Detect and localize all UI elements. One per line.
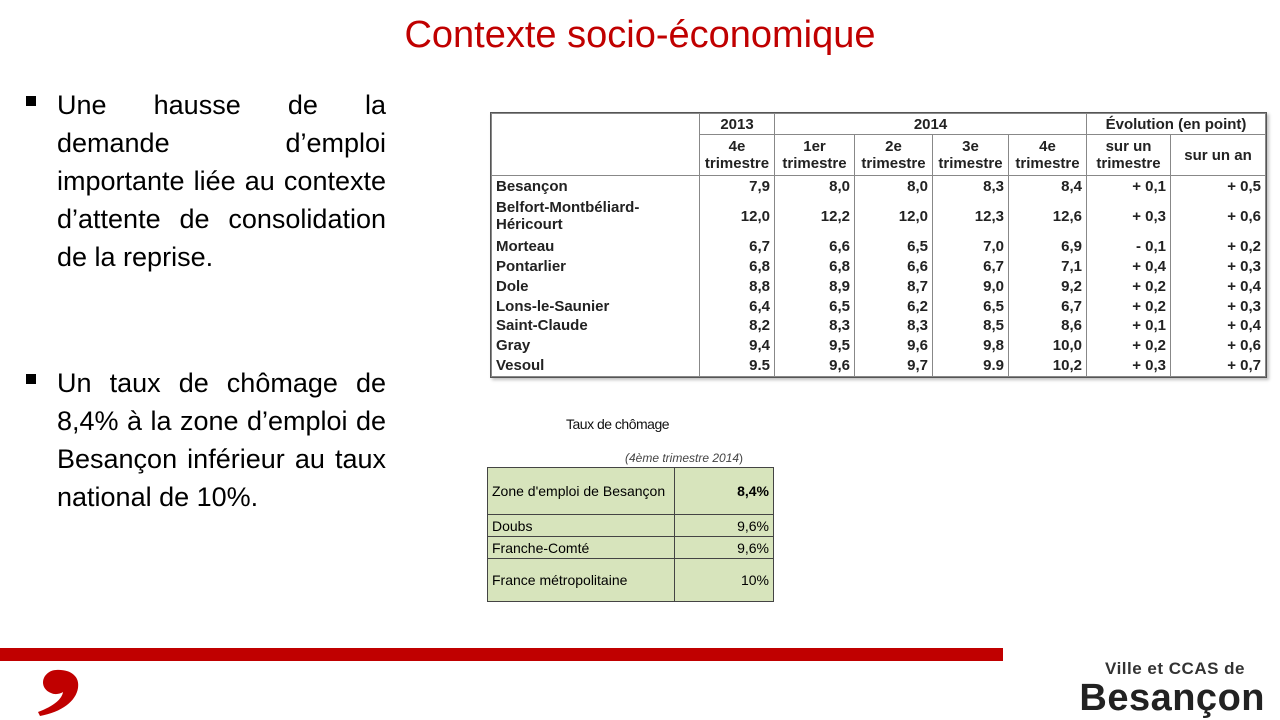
header-2013: 2013: [700, 114, 775, 135]
row-label: Zone d'emploi de Besançon: [488, 468, 675, 515]
row-name: Belfort-Montbéliard-Héricourt: [492, 196, 700, 236]
column-header: 4e trimestre: [1009, 135, 1087, 176]
table-cell: 6,5: [933, 296, 1009, 316]
bullet-item: [26, 86, 386, 276]
table-corner-cell: [492, 114, 700, 176]
table-cell: 6,9: [1009, 236, 1087, 256]
table-cell: 8,3: [855, 316, 933, 336]
table-cell: 9,2: [1009, 276, 1087, 296]
unemployment-table: [491, 113, 1266, 377]
small-table-subtitle-text: (4ème trimestre 2014: [625, 451, 740, 465]
column-header: 4e trimestre: [700, 135, 775, 176]
header-evolution: Évolution (en point): [1087, 114, 1266, 135]
table-cell: 6,7: [933, 256, 1009, 276]
row-name: Vesoul: [492, 356, 700, 377]
bullet-list: [26, 86, 386, 516]
row-value: 8,4%: [675, 468, 774, 515]
column-header: sur un an: [1171, 135, 1266, 176]
table-cell: 6,6: [775, 236, 855, 256]
small-table-title: Taux de chômage: [566, 416, 670, 432]
bullet-text: Une hausse de la demande d’emploi importante liée au contexte d’attente de consolidation de la reprise.: [57, 90, 386, 272]
table-row: [488, 515, 774, 537]
table-cell: 10,0: [1009, 336, 1087, 356]
table-row: [492, 276, 1266, 296]
table-cell: 10,2: [1009, 356, 1087, 377]
table-cell: 7,9: [700, 176, 775, 197]
table-cell: 6,5: [775, 296, 855, 316]
row-name: Saint-Claude: [492, 316, 700, 336]
column-header: 3e trimestre: [933, 135, 1009, 176]
header-2014: 2014: [775, 114, 1087, 135]
table-cell: 12,6: [1009, 196, 1087, 236]
table-row: [492, 316, 1266, 336]
table-cell: + 0,2: [1087, 276, 1171, 296]
row-label: Doubs: [488, 515, 675, 537]
table-cell: 6,4: [700, 296, 775, 316]
table-row: [492, 176, 1266, 197]
brand-line1: Ville et CCAS de: [1105, 659, 1245, 678]
bullet-item: [26, 364, 386, 516]
row-label: France métropolitaine: [488, 559, 675, 602]
table-cell: 8,9: [775, 276, 855, 296]
table-row: [488, 537, 774, 559]
table-cell: 12,0: [700, 196, 775, 236]
unemployment-table-image: [490, 112, 1267, 378]
column-header: 1er trimestre: [775, 135, 855, 176]
row-label: Franche-Comté: [488, 537, 675, 559]
row-name: Gray: [492, 336, 700, 356]
row-value: 9,6%: [675, 537, 774, 559]
table-cell: + 0,5: [1171, 176, 1266, 197]
square-bullet-icon: [26, 374, 36, 384]
table-cell: + 0,6: [1171, 196, 1266, 236]
table-row: [492, 336, 1266, 356]
square-bullet-icon: [26, 96, 36, 106]
table-cell: 9,6: [775, 356, 855, 377]
table-cell: + 0,3: [1171, 256, 1266, 276]
table-row: [492, 256, 1266, 276]
table-cell: 9,6: [855, 336, 933, 356]
table-cell: 9,0: [933, 276, 1009, 296]
table-row: [492, 296, 1266, 316]
table-row: [492, 236, 1266, 256]
row-name: Dole: [492, 276, 700, 296]
table-cell: 8,0: [855, 176, 933, 197]
table-cell: 8,8: [700, 276, 775, 296]
table-cell: 8,4: [1009, 176, 1087, 197]
table-cell: 9,5: [775, 336, 855, 356]
table-cell: 7,0: [933, 236, 1009, 256]
table-cell: - 0,1: [1087, 236, 1171, 256]
table-cell: 6,7: [1009, 296, 1087, 316]
bullet-text: Un taux de chômage de 8,4% à la zone d’emploi de Besançon inférieur au taux national de 10%.: [57, 368, 386, 512]
table-cell: 8,5: [933, 316, 1009, 336]
row-name: Pontarlier: [492, 256, 700, 276]
column-header: 2e trimestre: [855, 135, 933, 176]
table-cell: + 0,3: [1171, 296, 1266, 316]
comma-logo-icon: [26, 668, 82, 718]
table-cell: 8,7: [855, 276, 933, 296]
table-cell: + 0,1: [1087, 176, 1171, 197]
table-cell: + 0,2: [1171, 236, 1266, 256]
table-cell: + 0,6: [1171, 336, 1266, 356]
table-cell: 6,8: [700, 256, 775, 276]
table-row: [492, 356, 1266, 377]
table-cell: 7,1: [1009, 256, 1087, 276]
table-cell: 6,2: [855, 296, 933, 316]
table-cell: 12,2: [775, 196, 855, 236]
column-header: sur un trimestre: [1087, 135, 1171, 176]
table-row: [492, 196, 1266, 236]
table-cell: + 0,3: [1087, 196, 1171, 236]
table-cell: + 0,4: [1171, 316, 1266, 336]
table-cell: + 0,2: [1087, 336, 1171, 356]
footer-red-bar: [0, 648, 1003, 661]
table-cell: 8,0: [775, 176, 855, 197]
table-cell: 6,5: [855, 236, 933, 256]
table-cell: + 0,4: [1087, 256, 1171, 276]
table-cell: 9,4: [700, 336, 775, 356]
row-name: Lons-le-Saunier: [492, 296, 700, 316]
table-cell: 9.5: [700, 356, 775, 377]
table-cell: + 0,4: [1171, 276, 1266, 296]
table-cell: 8,6: [1009, 316, 1087, 336]
row-value: 10%: [675, 559, 774, 602]
brand-logo: [1035, 660, 1265, 718]
brand-line2: Besançon: [1079, 677, 1265, 719]
table-cell: 8,3: [933, 176, 1009, 197]
row-name: Morteau: [492, 236, 700, 256]
table-cell: 8,2: [700, 316, 775, 336]
table-cell: 9,8: [933, 336, 1009, 356]
table-cell: 6,8: [775, 256, 855, 276]
table-cell: + 0,2: [1087, 296, 1171, 316]
table-cell: 12,0: [855, 196, 933, 236]
table-cell: 8,3: [775, 316, 855, 336]
table-row: [488, 559, 774, 602]
table-cell: 6,7: [700, 236, 775, 256]
table-cell: 12,3: [933, 196, 1009, 236]
slide-title: Contexte socio-économique: [404, 14, 876, 56]
row-name: Besançon: [492, 176, 700, 197]
table-cell: + 0,3: [1087, 356, 1171, 377]
rate-comparison-table: [487, 467, 774, 602]
table-cell: + 0,7: [1171, 356, 1266, 377]
small-table-subtitle: [625, 451, 743, 465]
table-cell: 6,6: [855, 256, 933, 276]
table-row: [488, 468, 774, 515]
table-cell: 9,7: [855, 356, 933, 377]
table-cell: 9.9: [933, 356, 1009, 377]
row-value: 9,6%: [675, 515, 774, 537]
small-table-subtitle-close: ): [739, 451, 744, 465]
table-cell: + 0,1: [1087, 316, 1171, 336]
